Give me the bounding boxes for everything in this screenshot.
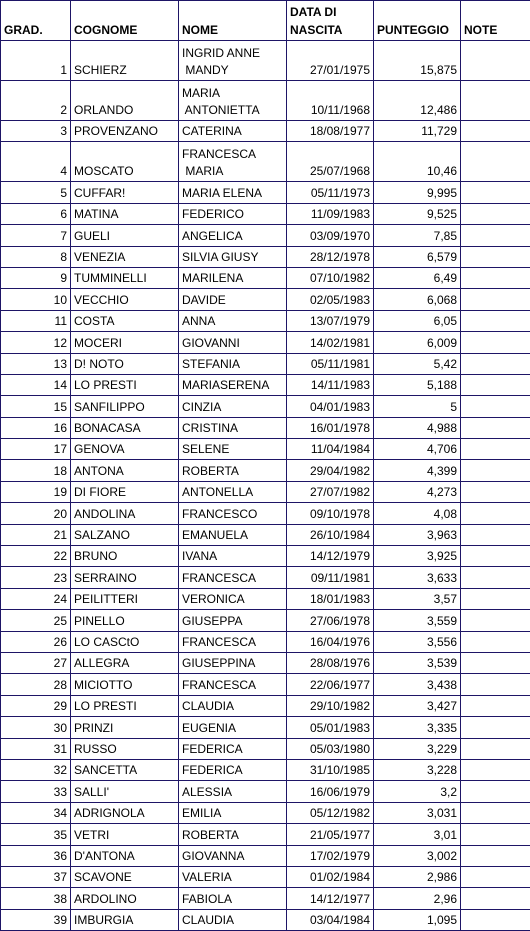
cell-grad: 38 <box>1 888 71 909</box>
cell-nome: FEDERICA <box>179 738 287 759</box>
cell-cognome: COSTA <box>71 310 179 331</box>
cell-nome: CRISTINA <box>179 417 287 438</box>
cell-cognome: BRUNO <box>71 546 179 567</box>
cell-nome: FABIOLA <box>179 888 287 909</box>
cell-data-nascita: 09/10/1978 <box>287 503 374 524</box>
cell-nome: SILVIA GIUSY <box>179 246 287 267</box>
cell-data-nascita: 14/12/1977 <box>287 888 374 909</box>
cell-punteggio: 3,539 <box>374 652 461 673</box>
table-row <box>1 41 530 81</box>
cell-note <box>461 588 530 609</box>
cell-nome: EMANUELA <box>179 524 287 545</box>
cell-nome-line2: MARIA <box>182 164 223 178</box>
cell-data-nascita: 14/12/1979 <box>287 546 374 567</box>
cell-cognome: ANDOLINA <box>71 503 179 524</box>
cell-nome: ANTONELLA <box>179 481 287 502</box>
cell-data-nascita: 13/07/1979 <box>287 310 374 331</box>
cell-nome: ANGELICA <box>179 225 287 246</box>
cell-punteggio: 3,229 <box>374 738 461 759</box>
cell-grad: 31 <box>1 738 71 759</box>
cell-punteggio: 15,875 <box>374 41 461 81</box>
cell-cognome: SALLI' <box>71 781 179 802</box>
table-row <box>1 142 530 182</box>
cell-data-nascita: 02/05/1983 <box>287 289 374 310</box>
cell-cognome: BONACASA <box>71 417 179 438</box>
cell-nome-line2: ANTONIETTA <box>182 103 260 117</box>
cell-grad: 6 <box>1 203 71 224</box>
cell-cognome: TUMMINELLI <box>71 267 179 288</box>
cell-cognome: ANTONA <box>71 460 179 481</box>
cell-data-nascita: 27/07/1982 <box>287 481 374 502</box>
cell-note <box>461 203 530 224</box>
table-row <box>1 546 530 567</box>
cell-note <box>461 503 530 524</box>
cell-grad: 17 <box>1 439 71 460</box>
cell-cognome: MICIOTTO <box>71 674 179 695</box>
table-row <box>1 738 530 759</box>
table-body <box>1 41 530 931</box>
cell-punteggio: 12,486 <box>374 81 461 121</box>
cell-data-nascita: 04/01/1983 <box>287 396 374 417</box>
cell-data-nascita: 09/11/1981 <box>287 567 374 588</box>
cell-punteggio: 3,228 <box>374 759 461 780</box>
table-row <box>1 267 530 288</box>
table-row <box>1 225 530 246</box>
cell-data-nascita: 17/02/1979 <box>287 845 374 866</box>
table-row <box>1 353 530 374</box>
header-nome: NOME <box>179 1 287 41</box>
cell-grad: 1 <box>1 41 71 81</box>
cell-note <box>461 781 530 802</box>
cell-nome: FRANCESCO <box>179 503 287 524</box>
cell-note <box>461 567 530 588</box>
cell-punteggio: 1,095 <box>374 909 461 930</box>
table-row <box>1 374 530 395</box>
cell-note <box>461 460 530 481</box>
cell-cognome: VENEZIA <box>71 246 179 267</box>
cell-grad: 32 <box>1 759 71 780</box>
table-header <box>1 1 530 41</box>
cell-cognome: ORLANDO <box>71 81 179 121</box>
cell-data-nascita: 16/01/1978 <box>287 417 374 438</box>
cell-punteggio: 4,988 <box>374 417 461 438</box>
cell-grad: 24 <box>1 588 71 609</box>
cell-note <box>461 353 530 374</box>
cell-data-nascita: 29/04/1982 <box>287 460 374 481</box>
cell-punteggio: 3,57 <box>374 588 461 609</box>
cell-note <box>461 310 530 331</box>
cell-punteggio: 5,42 <box>374 353 461 374</box>
cell-nome: FEDERICA <box>179 759 287 780</box>
table-row <box>1 652 530 673</box>
cell-grad: 25 <box>1 610 71 631</box>
header-data-nascita <box>287 1 374 41</box>
cell-cognome: SERRAINO <box>71 567 179 588</box>
cell-data-nascita: 05/03/1980 <box>287 738 374 759</box>
table-row <box>1 289 530 310</box>
cell-nome <box>179 142 287 182</box>
table-row <box>1 610 530 631</box>
cell-data-nascita: 29/10/1982 <box>287 695 374 716</box>
cell-nome: DAVIDE <box>179 289 287 310</box>
cell-punteggio: 3,633 <box>374 567 461 588</box>
cell-cognome: SCHIERZ <box>71 41 179 81</box>
cell-nome: GIUSEPPA <box>179 610 287 631</box>
cell-nome: FRANCESCA <box>179 567 287 588</box>
cell-grad: 28 <box>1 674 71 695</box>
cell-punteggio: 3,556 <box>374 631 461 652</box>
cell-data-nascita: 27/01/1975 <box>287 41 374 81</box>
cell-cognome: VECCHIO <box>71 289 179 310</box>
cell-note <box>461 289 530 310</box>
cell-nome: CLAUDIA <box>179 695 287 716</box>
header-note: NOTE <box>461 1 530 41</box>
cell-punteggio: 2,986 <box>374 866 461 887</box>
cell-punteggio: 3,427 <box>374 695 461 716</box>
header-row <box>1 1 530 41</box>
cell-punteggio: 6,068 <box>374 289 461 310</box>
cell-punteggio: 3,438 <box>374 674 461 695</box>
cell-punteggio: 3,963 <box>374 524 461 545</box>
cell-cognome: LO CASCtO <box>71 631 179 652</box>
cell-nome: VALERIA <box>179 866 287 887</box>
cell-nome: ANNA <box>179 310 287 331</box>
cell-grad: 9 <box>1 267 71 288</box>
cell-note <box>461 332 530 353</box>
cell-grad: 15 <box>1 396 71 417</box>
cell-cognome: PRINZI <box>71 717 179 738</box>
table-row <box>1 631 530 652</box>
cell-data-nascita: 25/07/1968 <box>287 142 374 182</box>
table-row <box>1 481 530 502</box>
cell-grad: 26 <box>1 631 71 652</box>
cell-grad: 29 <box>1 695 71 716</box>
cell-data-nascita: 28/08/1976 <box>287 652 374 673</box>
cell-grad: 35 <box>1 824 71 845</box>
cell-note <box>461 439 530 460</box>
cell-data-nascita: 18/08/1977 <box>287 121 374 142</box>
cell-data-nascita: 05/12/1982 <box>287 802 374 823</box>
table-row <box>1 310 530 331</box>
cell-note <box>461 652 530 673</box>
cell-data-nascita: 01/02/1984 <box>287 866 374 887</box>
cell-note <box>461 81 530 121</box>
table-row <box>1 567 530 588</box>
cell-grad: 22 <box>1 546 71 567</box>
table-row <box>1 182 530 203</box>
cell-punteggio: 5,188 <box>374 374 461 395</box>
cell-punteggio: 3,01 <box>374 824 461 845</box>
table-row <box>1 674 530 695</box>
cell-punteggio: 4,08 <box>374 503 461 524</box>
cell-punteggio: 4,706 <box>374 439 461 460</box>
cell-note <box>461 888 530 909</box>
cell-cognome: ARDOLINO <box>71 888 179 909</box>
cell-data-nascita: 11/04/1984 <box>287 439 374 460</box>
cell-data-nascita: 31/10/1985 <box>287 759 374 780</box>
cell-grad: 14 <box>1 374 71 395</box>
cell-note <box>461 759 530 780</box>
header-cognome: COGNOME <box>71 1 179 41</box>
table-row <box>1 695 530 716</box>
cell-nome: IVANA <box>179 546 287 567</box>
table-row <box>1 845 530 866</box>
cell-data-nascita: 05/11/1981 <box>287 353 374 374</box>
cell-cognome: D! NOTO <box>71 353 179 374</box>
cell-note <box>461 182 530 203</box>
cell-grad: 37 <box>1 866 71 887</box>
cell-nome: CLAUDIA <box>179 909 287 930</box>
header-punteggio: PUNTEGGIO <box>374 1 461 41</box>
cell-punteggio: 6,579 <box>374 246 461 267</box>
cell-note <box>461 524 530 545</box>
cell-data-nascita: 16/04/1976 <box>287 631 374 652</box>
cell-cognome: PROVENZANO <box>71 121 179 142</box>
cell-note <box>461 225 530 246</box>
cell-cognome: ADRIGNOLA <box>71 802 179 823</box>
cell-nome: EUGENIA <box>179 717 287 738</box>
cell-nome-line1: INGRID ANNE <box>182 46 260 60</box>
cell-note <box>461 481 530 502</box>
cell-grad: 8 <box>1 246 71 267</box>
cell-note <box>461 824 530 845</box>
cell-nome: GIOVANNA <box>179 845 287 866</box>
cell-nome: ALESSIA <box>179 781 287 802</box>
cell-nome: GIOVANNI <box>179 332 287 353</box>
cell-nome: ROBERTA <box>179 460 287 481</box>
cell-cognome: RUSSO <box>71 738 179 759</box>
cell-cognome: SCAVONE <box>71 866 179 887</box>
header-data-line1: DATA DI <box>290 5 336 19</box>
header-data-line2: NASCITA <box>290 23 342 37</box>
cell-data-nascita: 05/11/1973 <box>287 182 374 203</box>
cell-cognome: DI FIORE <box>71 481 179 502</box>
cell-note <box>461 417 530 438</box>
cell-nome: CATERINA <box>179 121 287 142</box>
cell-grad: 36 <box>1 845 71 866</box>
cell-punteggio: 9,525 <box>374 203 461 224</box>
cell-cognome: GENOVA <box>71 439 179 460</box>
cell-grad: 13 <box>1 353 71 374</box>
cell-cognome: MATINA <box>71 203 179 224</box>
table-row <box>1 332 530 353</box>
cell-data-nascita: 07/10/1982 <box>287 267 374 288</box>
cell-grad: 20 <box>1 503 71 524</box>
table-row <box>1 866 530 887</box>
cell-grad: 33 <box>1 781 71 802</box>
cell-punteggio: 3,559 <box>374 610 461 631</box>
cell-cognome: SALZANO <box>71 524 179 545</box>
cell-grad: 3 <box>1 121 71 142</box>
cell-cognome: LO PRESTI <box>71 374 179 395</box>
cell-nome: FRANCESCA <box>179 631 287 652</box>
cell-nome-line1: MARIA <box>182 86 220 100</box>
cell-punteggio: 3,925 <box>374 546 461 567</box>
table-row <box>1 81 530 121</box>
table-row <box>1 909 530 930</box>
cell-nome <box>179 81 287 121</box>
table-row <box>1 503 530 524</box>
table-row <box>1 460 530 481</box>
cell-punteggio: 7,85 <box>374 225 461 246</box>
cell-punteggio: 6,05 <box>374 310 461 331</box>
cell-grad: 19 <box>1 481 71 502</box>
cell-data-nascita: 21/05/1977 <box>287 824 374 845</box>
table-row <box>1 246 530 267</box>
cell-note <box>461 674 530 695</box>
table-row <box>1 417 530 438</box>
table-row <box>1 781 530 802</box>
cell-grad: 12 <box>1 332 71 353</box>
cell-data-nascita: 14/02/1981 <box>287 332 374 353</box>
table-row <box>1 759 530 780</box>
cell-cognome: MOCERI <box>71 332 179 353</box>
cell-punteggio: 3,2 <box>374 781 461 802</box>
cell-cognome: SANFILIPPO <box>71 396 179 417</box>
cell-note <box>461 246 530 267</box>
table-row <box>1 824 530 845</box>
cell-nome: ROBERTA <box>179 824 287 845</box>
cell-grad: 7 <box>1 225 71 246</box>
cell-data-nascita: 10/11/1968 <box>287 81 374 121</box>
cell-cognome: GUELI <box>71 225 179 246</box>
cell-punteggio: 9,995 <box>374 182 461 203</box>
cell-note <box>461 41 530 81</box>
cell-grad: 2 <box>1 81 71 121</box>
cell-note <box>461 802 530 823</box>
cell-grad: 39 <box>1 909 71 930</box>
cell-data-nascita: 22/06/1977 <box>287 674 374 695</box>
cell-data-nascita: 11/09/1983 <box>287 203 374 224</box>
table-row <box>1 121 530 142</box>
cell-note <box>461 396 530 417</box>
cell-cognome: PEILITTERI <box>71 588 179 609</box>
cell-nome: STEFANIA <box>179 353 287 374</box>
cell-nome: MARILENA <box>179 267 287 288</box>
cell-data-nascita: 28/12/1978 <box>287 246 374 267</box>
table-row <box>1 588 530 609</box>
cell-nome: CINZIA <box>179 396 287 417</box>
cell-grad: 27 <box>1 652 71 673</box>
cell-punteggio: 3,002 <box>374 845 461 866</box>
cell-note <box>461 866 530 887</box>
cell-nome-line1: FRANCESCA <box>182 147 256 161</box>
cell-cognome: SANCETTA <box>71 759 179 780</box>
cell-note <box>461 631 530 652</box>
cell-cognome: ALLEGRA <box>71 652 179 673</box>
cell-punteggio: 11,729 <box>374 121 461 142</box>
cell-grad: 16 <box>1 417 71 438</box>
cell-data-nascita: 05/01/1983 <box>287 717 374 738</box>
cell-nome-line2: MANDY <box>182 63 229 77</box>
cell-cognome: IMBURGIA <box>71 909 179 930</box>
cell-grad: 34 <box>1 802 71 823</box>
cell-note <box>461 695 530 716</box>
cell-note <box>461 717 530 738</box>
cell-nome: GIUSEPPINA <box>179 652 287 673</box>
cell-cognome: PINELLO <box>71 610 179 631</box>
cell-data-nascita: 18/01/1983 <box>287 588 374 609</box>
cell-grad: 23 <box>1 567 71 588</box>
cell-nome: MARIASERENA <box>179 374 287 395</box>
cell-punteggio: 3,031 <box>374 802 461 823</box>
cell-note <box>461 142 530 182</box>
cell-nome: FRANCESCA <box>179 674 287 695</box>
table-row <box>1 802 530 823</box>
table-row <box>1 888 530 909</box>
cell-data-nascita: 26/10/1984 <box>287 524 374 545</box>
table-row <box>1 524 530 545</box>
cell-cognome: MOSCATO <box>71 142 179 182</box>
cell-punteggio: 3,335 <box>374 717 461 738</box>
cell-data-nascita: 27/06/1978 <box>287 610 374 631</box>
cell-nome: EMILIA <box>179 802 287 823</box>
cell-note <box>461 610 530 631</box>
cell-note <box>461 267 530 288</box>
cell-grad: 4 <box>1 142 71 182</box>
cell-note <box>461 374 530 395</box>
cell-note <box>461 738 530 759</box>
cell-grad: 11 <box>1 310 71 331</box>
cell-nome: SELENE <box>179 439 287 460</box>
cell-grad: 5 <box>1 182 71 203</box>
cell-grad: 30 <box>1 717 71 738</box>
table-row <box>1 203 530 224</box>
cell-grad: 18 <box>1 460 71 481</box>
cell-punteggio: 5 <box>374 396 461 417</box>
table-row <box>1 396 530 417</box>
cell-data-nascita: 03/09/1970 <box>287 225 374 246</box>
cell-nome: FEDERICO <box>179 203 287 224</box>
header-grad: GRAD. <box>1 1 71 41</box>
cell-punteggio: 4,399 <box>374 460 461 481</box>
cell-cognome: VETRI <box>71 824 179 845</box>
cell-note <box>461 845 530 866</box>
cell-punteggio: 6,009 <box>374 332 461 353</box>
table-row <box>1 717 530 738</box>
cell-note <box>461 121 530 142</box>
cell-punteggio: 6,49 <box>374 267 461 288</box>
cell-punteggio: 10,46 <box>374 142 461 182</box>
cell-nome <box>179 41 287 81</box>
cell-note <box>461 546 530 567</box>
cell-cognome: D'ANTONA <box>71 845 179 866</box>
cell-grad: 21 <box>1 524 71 545</box>
cell-punteggio: 2,96 <box>374 888 461 909</box>
cell-note <box>461 909 530 930</box>
table-row <box>1 439 530 460</box>
cell-cognome: LO PRESTI <box>71 695 179 716</box>
cell-data-nascita: 16/06/1979 <box>287 781 374 802</box>
cell-cognome: CUFFAR! <box>71 182 179 203</box>
cell-data-nascita: 14/11/1983 <box>287 374 374 395</box>
cell-grad: 10 <box>1 289 71 310</box>
cell-data-nascita: 03/04/1984 <box>287 909 374 930</box>
cell-nome: MARIA ELENA <box>179 182 287 203</box>
cell-nome: VERONICA <box>179 588 287 609</box>
cell-punteggio: 4,273 <box>374 481 461 502</box>
